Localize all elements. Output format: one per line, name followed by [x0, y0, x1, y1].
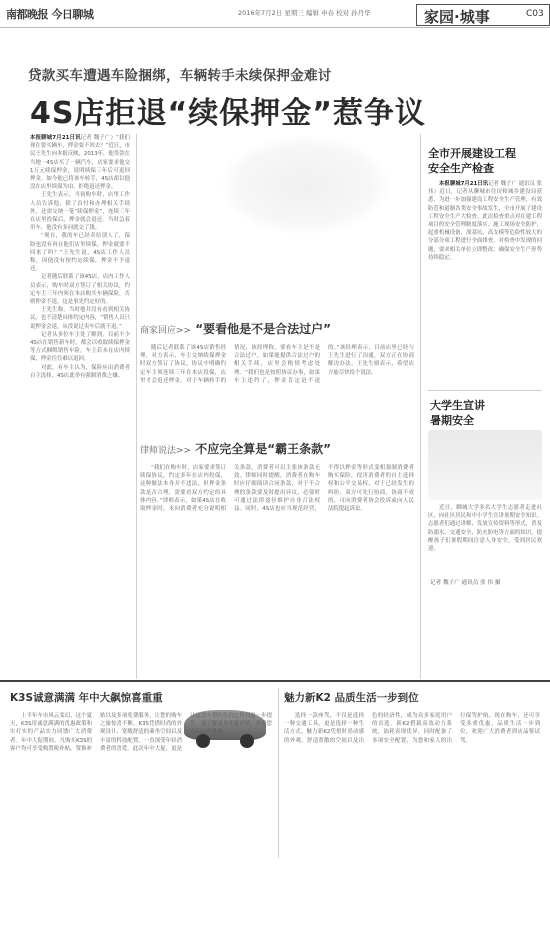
section-heading: “要看他是不是合法过户” [195, 322, 332, 336]
article-headline: 4S店拒退“续保押金”惹争议 [30, 96, 426, 131]
section-heading: 不应完全算是“霸王条款” [195, 442, 332, 456]
section-title: 家园·城事 [424, 8, 490, 26]
date-line: 2016年7月2日 星期三 编辑 申春 校对 孙丹华 [238, 9, 371, 17]
inner-heading-lawyer [140, 440, 331, 457]
ad-text-left [10, 712, 272, 852]
article-paragraph: 近日，聊城大学多名大学生志愿者走进社区，向社区居民和中小学生宣讲暑期安全知识。志愿者们通过讲解、发放宣传资料等形式，普及防溺水、交通安全、防火防电等方面的知识，提醒孩子们暑假期间注意人身安全，受到居民欢迎。 [428, 505, 542, 553]
column-divider [136, 134, 137, 679]
ads-divider [0, 680, 550, 682]
sidebar-article-students [428, 504, 542, 574]
photo-byline: 记者 魏子广 通讯员 张 伟 摄 [430, 580, 501, 586]
article-paragraph: 记者从多位车主处了解到，目前不少4S店在销售新车时，都会以收取续保押金等方式捆绑销售车险，车主若未在店内续保，押金往往难以退回。 [30, 331, 130, 363]
article-paragraph: 上半年车市风云变幻，这个夏天，K3S用诚意满满的优惠政策和实打实的产品实力回馈广大消费者。年中大促期间，凡购买K3S的客户均可享受购置税补贴、置换补贴以及多项免费服务，让您的购车之旅惊喜不断。K3S凭借时尚的外观设计、宽敞舒适的乘坐空间以及丰富的科技配置，一直深受年轻消费者的喜爱。此次年中大促，更是让这款车型的性价比得到进一步提升。欲了解更多优惠详情，欢迎您亲临店内垂询。 [10, 713, 272, 752]
sidebar-divider [420, 134, 421, 679]
ad-divider [278, 688, 279, 858]
article-paragraph: 选择一款座驾，不仅是选择一种交通工具，更是选择一种生活方式。魅力新K2凭借时尚动感的外观、舒适宽敞的空间以及出色的经济性，成为众多家庭用户的首选。新K2搭载高效动力系统，油耗表现优异，同时配备了多项安全配置，为您和家人的出行保驾护航。现在购车，还可享受多重优惠，品质生活一步到位，欢迎广大消费者到店品鉴试驾。 [284, 713, 540, 744]
article-paragraph: 王先生称，当时他并没有看到相关协议，也不清楚具体约定内容，“销售人员只说押金会退，从没说过卖车后就不退。” [30, 307, 130, 330]
article-paragraph: “我们在购车时，店家要求签订续保协议，约定多年在店内投保，这种做法本身并不违法，但押金条款是否合理，需要看双方约定的具体内容。”律师表示，如果4S店在收取押金时，未向消费者充分说明相关条款，消费者可以主张该条款无效。律师同时提醒，消费者在购车时应仔细阅读合同条款，对于不合理的条款要及时提出异议，必要时可通过法律途径维护自身合法权益。同时，4S店也应当规范经营，不得以押金等形式变相强制消费者购买保险，侵害消费者的自主选择权和公平交易权。对于已经发生的纠纷，双方可先行协商，协商不成的，可向消费者协会投诉或向人民法院提起诉讼。 [140, 465, 414, 513]
article-column-1 [30, 134, 130, 674]
ad-text-right [284, 712, 540, 852]
newspaper-logo: 南都晚报 今日聊城 [6, 8, 94, 21]
article-paragraph: 对此，有车主认为，保险应由消费者自主选择，4S店此举有强制消费之嫌。 [30, 364, 130, 379]
top-divider [0, 27, 550, 28]
article-paragraph: 记者 魏子广 通讯员 张伟）近日，记者从聊城市住房和城乡建设局获悉，为进一步加强建设工程安全生产管理，有效防范和遏制各类安全事故发生，全市开展了建设工程安全生产大检查。此次检查重点对在建工程项目的安全管理制度落实、施工现场安全防护、起重机械设备、深基坑、高支模等危险性较大的分部分项工程进行全面排查。对检查中发现的问题，要求相关单位立即整改，确保安全生产形势持续稳定。 [428, 181, 542, 261]
inner-heading-merchant [140, 320, 331, 337]
article-paragraph: 记者随后联系了该4S店，店内工作人员表示，购车时双方签订了相关协议，约定车主三年内须在本店购买车辆保险，否则押金不退，这是事先约定好的。 [30, 274, 130, 306]
article-lead: 本报聊城7月21日讯 [439, 181, 489, 187]
sidebar-photo [428, 430, 542, 500]
article-subheadline: 贷款买车遭遇车险捆绑，车辆转手未续保押金难讨 [28, 68, 332, 84]
article-paragraph: 王先生表示，当初购车时，店里工作人员告诉他，除了首付和办理相关手续外，还需交纳一笔“续保押金”，连续三年在店里投保后，押金就会退还。当时急着用车，他没有多问就交了钱。 [30, 192, 130, 232]
sidebar-rule [428, 390, 542, 391]
sidebar-headline-safety: 全市开展建设工程 安全生产检查 [428, 147, 516, 175]
article-paragraph: 随后记者联系了该4S店销售经理，对方表示，车主交纳续保押金时双方签订了协议，协议中明确约定车主须连续三年在本店投保，店里才会退还押金。对于车辆转手的情况，该经理称，要看车主是不是合法过户，如果能提供合法过户的相关手续，店里会酌情考虑处理。“我们也是按照协议办事，如果车主违约了，押金肯定是不退的。”该经理表示，目前店里已经与王先生进行了沟通，双方正在协商解决办法。王先生则表示，希望店方能尽快给个说法。 [140, 345, 414, 384]
sidebar-article-safety [428, 180, 542, 370]
ad-headline-left: K3S诚意满满 年中大飙惊喜重重 [10, 692, 163, 704]
article-lead: 本报聊城7月21日讯 [30, 135, 81, 141]
section-kicker: 律师说法>> [140, 446, 192, 456]
watermark-photo [220, 135, 390, 235]
section-kicker: 商家回应>> [140, 326, 192, 336]
merchant-response-text [140, 344, 414, 432]
lawyer-opinion-text [140, 464, 414, 670]
page-number: C03 [526, 9, 544, 19]
ad-headline-right: 魅力新K2 品质生活一步到位 [284, 692, 419, 704]
article-paragraph: 记者 魏子广）“我们现在要买辆车，押金要不回去？”近日，市民王先生向本报反映，2013年，他贷款在当地一4S店买了一辆汽车，店家要求他交1万元续保押金，说明续保三年后可退回押金。如今他已将该车转手，4S店却以他没在店里续保为由，拒绝退还押金。 [30, 135, 130, 191]
sidebar-headline-students: 大学生宣讲 暑期安全 [430, 399, 485, 427]
article-paragraph: “现在，我的车已经卖给别人了，保险也没有再在他们店里续保，押金就要不回来了吗？”王先生说，4S店工作人员称，因他没有按约定续保，押金不予退还。 [30, 233, 130, 273]
